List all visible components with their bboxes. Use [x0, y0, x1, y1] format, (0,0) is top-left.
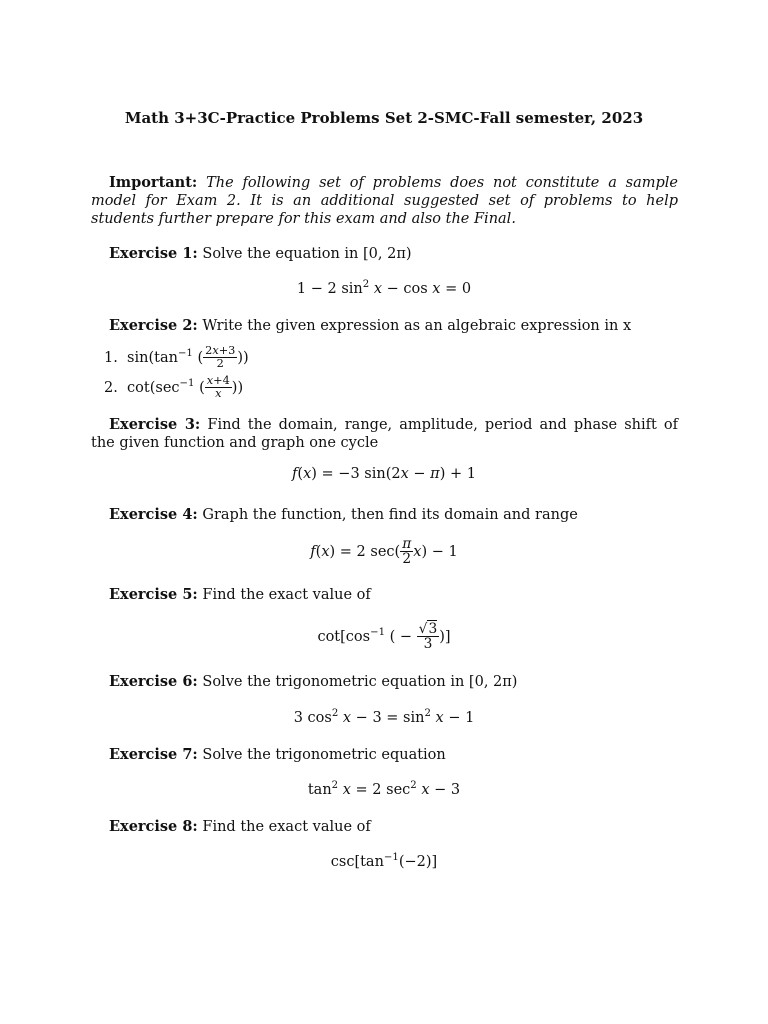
exercise-4-equation: f(x) = 2 sec( $\frac{\pi}{2}$ x) − 1	[310, 536, 458, 568]
document-title: Math 3+3C-Practice Problems Set 2-SMC-Fall semester, 2023	[124, 109, 644, 127]
exercise-8-label: Exercise 8:	[109, 818, 198, 835]
exercise-7-text: Solve the trigonometric equation	[202, 747, 446, 763]
exercise-6-equation: 3 $\cos^2 x - 3 = \sin^2 x - 1$	[293, 708, 475, 726]
exercise-2-text: Write the given expression as an algebraic expression in x	[202, 318, 632, 334]
exercise-8-text: Find the exact value of	[202, 819, 371, 835]
exercise-1-label: Exercise 1:	[109, 245, 198, 262]
exercise-3-equation: f(x) = −3 sin(2x − π) + 1	[292, 466, 476, 482]
exercise-2	[91, 317, 678, 335]
exercise-6-label: Exercise 6:	[109, 673, 198, 690]
exercise-1-text: Solve the equation in [0, 2π)	[202, 246, 412, 262]
exercise-6	[91, 673, 678, 691]
exercise-2-item-2: 2. $\cot(\sec^{-1}$ ( $\frac{x+4}{x}$ ))	[104, 374, 244, 401]
exercise-3	[91, 416, 678, 452]
exercise-7-equation: $\tan^2 x = 2$ $\sec^2 x - 3$	[307, 780, 461, 798]
exercise-8	[91, 818, 678, 836]
exercise-5-text: Find the exact value of	[202, 587, 371, 603]
important-text: The following set of problems does not constitute a sample model for Exam 2. It is an additional suggested set of problems to help students further prepare for this exam and also the Final.	[91, 175, 678, 227]
exercise-4	[91, 506, 678, 524]
exercise-1-equation: 1 − 2 $\sin^2 x - \cos x = 0$	[296, 279, 472, 297]
exercise-3-text: Find the domain, range, amplitude, period and phase shift of the given function and graph one cycle	[91, 417, 679, 451]
important-label: Important:	[109, 174, 198, 191]
exercise-2-item-1: 1. $\sin(\tan^{-1}$ ( $\frac{2x+3}{2}$ ))	[104, 344, 249, 371]
exercise-6-text: Solve the trigonometric equation in [0, 2π)	[202, 674, 518, 690]
exercise-2-label: Exercise 2:	[109, 317, 198, 334]
important-note	[91, 174, 678, 228]
exercise-7-label: Exercise 7:	[109, 746, 198, 763]
exercise-7	[91, 746, 678, 764]
exercise-8-equation: $\csc[\tan^{-1}(-2)]$	[330, 852, 438, 870]
exercise-4-label: Exercise 4:	[109, 506, 198, 523]
exercise-5-equation: $\cot[\cos^{-1}$ ( − $\frac{√3}{3}$ )]	[317, 621, 451, 653]
exercise-5-label: Exercise 5:	[109, 586, 198, 603]
exercise-1	[91, 245, 678, 263]
exercise-5	[91, 586, 678, 604]
exercise-3-label: Exercise 3:	[109, 416, 201, 433]
exercise-4-text: Graph the function, then find its domain and range	[202, 507, 578, 523]
